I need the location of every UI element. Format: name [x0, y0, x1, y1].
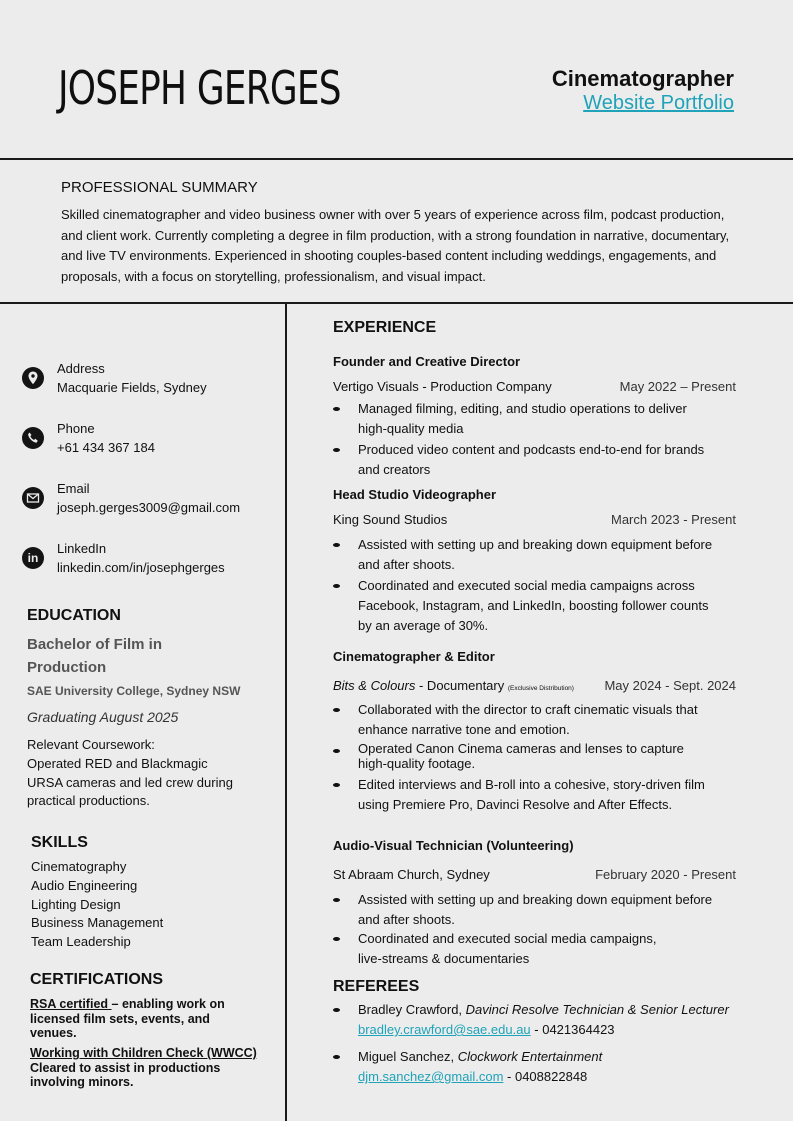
- job-date: May 2022 – Present: [619, 379, 736, 394]
- job-bullet: [358, 741, 743, 771]
- bullet-line: Assisted with setting up and breaking down equipment before: [358, 892, 713, 907]
- cert-wwcc-desc: involving minors.: [30, 1075, 134, 1089]
- bullet-line: Coordinated and executed social media campaigns across: [358, 578, 695, 593]
- job-bullet: [358, 535, 743, 575]
- job-date: May 2024 - Sept. 2024: [604, 678, 736, 693]
- skill-item: Cinematography: [31, 859, 127, 874]
- cert-rsa-title: RSA certified: [30, 997, 112, 1011]
- bullet-line: and creators: [358, 462, 431, 477]
- contact-value: +61 434 367 184: [57, 440, 155, 455]
- referee-role: Clockwork Entertainment: [457, 1049, 603, 1064]
- job-title: Cinematographer & Editor: [333, 649, 495, 664]
- bullet-line: Edited interviews and B-roll into a cohesive, story-driven film: [358, 777, 705, 792]
- job-org: King Sound Studios: [333, 512, 448, 527]
- job-org: [333, 678, 574, 693]
- job-role: Cinematographer: [551, 66, 734, 91]
- skills-list: [31, 858, 163, 952]
- contact-label: LinkedIn: [57, 541, 107, 556]
- referee-item: [358, 1000, 743, 1040]
- skill-item: Audio Engineering: [31, 877, 138, 893]
- location-pin-icon: [22, 367, 44, 389]
- job-title: Founder and Creative Director: [333, 354, 521, 369]
- experience-heading: EXPERIENCE: [333, 319, 437, 336]
- cert-wwcc-title: Working with Children Check (WWCC): [30, 1046, 257, 1060]
- linkedin-icon: in: [22, 547, 44, 569]
- referee-item: [358, 1047, 743, 1087]
- job-bullet: [358, 929, 743, 969]
- summary-divider: [0, 302, 793, 304]
- coursework-line: practical productions.: [27, 793, 150, 809]
- referees-heading: REFEREES: [333, 978, 420, 995]
- contact-label: Address: [57, 361, 105, 376]
- column-divider: [285, 303, 287, 1121]
- coursework-line: Operated RED and Blackmagic: [27, 755, 208, 771]
- certifications-heading: CERTIFICATIONS: [30, 971, 164, 988]
- contact-label: Phone: [57, 421, 95, 436]
- degree-line: Bachelor of Film in: [27, 636, 163, 653]
- job-bullet: [358, 440, 743, 480]
- cert-rsa: [30, 997, 225, 1041]
- job-date: March 2023 - Present: [610, 512, 736, 527]
- referee-email-link[interactable]: djm.sanchez@gmail.com: [358, 1069, 504, 1084]
- cert-rsa-desc: venues.: [30, 1026, 77, 1040]
- bullet-line: Operated Canon Cinema cameras and lenses to capture: [358, 741, 684, 756]
- bullet-line: Facebook, Instagram, and LinkedIn, boosting follower counts: [358, 598, 709, 613]
- bullet-line: using Premiere Pro, Davinci Resolve and After Effects.: [358, 797, 673, 812]
- coursework: [27, 736, 233, 811]
- contact-value: Macquarie Fields, Sydney: [57, 380, 207, 395]
- referee-name: Miguel Sanchez,: [358, 1049, 458, 1064]
- job-title: Audio-Visual Technician (Volunteering): [333, 838, 574, 853]
- graduation-date: Graduating August 2025: [27, 709, 179, 725]
- referee-email-link[interactable]: bradley.crawford@sae.edu.au: [358, 1022, 531, 1037]
- contact-value[interactable]: linkedin.com/in/josephgerges: [57, 560, 225, 575]
- referee-phone: - 0421364423: [530, 1022, 615, 1037]
- bullet-line: and after shoots.: [358, 912, 455, 927]
- bullet-line: high-quality footage.: [358, 756, 476, 771]
- email-icon: [22, 487, 44, 509]
- bullet-line: Assisted with setting up and breaking down equipment before: [358, 537, 713, 552]
- job-bullet: [358, 700, 743, 740]
- skill-item: Lighting Design: [31, 896, 121, 912]
- job-bullet: [358, 399, 743, 439]
- referee-phone: - 0408822848: [503, 1069, 588, 1084]
- summary-heading: PROFESSIONAL SUMMARY: [61, 179, 258, 196]
- referee-role: Davinci Resolve Technician & Senior Lecturer: [465, 1002, 729, 1017]
- job-org-note: (Exclusive Distribution): [507, 685, 574, 692]
- job-org: St Abraam Church, Sydney: [333, 867, 490, 882]
- referee-name: Bradley Crawford,: [358, 1002, 466, 1017]
- bullet-line: Coordinated and executed social media campaigns,: [358, 931, 657, 946]
- skill-item: Team Leadership: [31, 934, 131, 950]
- cert-wwcc: [30, 1046, 257, 1090]
- job-bullet: [358, 576, 743, 636]
- coursework-line: Relevant Coursework:: [27, 737, 155, 752]
- header-divider: [0, 158, 793, 160]
- school: SAE University College, Sydney NSW: [27, 684, 241, 698]
- cert-rsa-desc: – enabling work on: [111, 997, 225, 1011]
- bullet-line: Managed filming, editing, and studio operations to deliver: [358, 401, 687, 416]
- education-heading: EDUCATION: [27, 607, 121, 624]
- bullet-line: high-quality media: [358, 421, 464, 436]
- job-org-type: - Documentary: [415, 678, 508, 693]
- phone-icon: [22, 427, 44, 449]
- job-title: Head Studio Videographer: [333, 487, 497, 502]
- contact-value[interactable]: joseph.gerges3009@gmail.com: [57, 500, 241, 515]
- contact-label: Email: [57, 481, 90, 496]
- job-bullet: [358, 775, 743, 815]
- degree: [27, 633, 162, 679]
- job-org: Vertigo Visuals - Production Company: [333, 379, 552, 394]
- degree-line: Production: [27, 659, 107, 676]
- bullet-line: by an average of 30%.: [358, 618, 489, 633]
- portfolio-link[interactable]: Website Portfolio: [583, 92, 734, 114]
- job-org-name: Bits & Colours: [333, 678, 416, 693]
- cert-rsa-desc: licensed film sets, events, and: [30, 1011, 210, 1026]
- bullet-line: live-streams & documentaries: [358, 951, 530, 966]
- skills-heading: SKILLS: [31, 834, 88, 851]
- job-bullet: [358, 890, 743, 930]
- summary-text: Skilled cinematographer and video business owner with over 5 years of experience across film, podcast production, and client work. Currently completing a degree in film production, with a strong foundation in narrative, documentary, and live TV environments. Experienced in shooting couples-based content including weddings, engagements, and proposals, with a focus on storytelling, professionalism, and visual impact.: [61, 207, 730, 284]
- bullet-line: enhance narrative tone and emotion.: [358, 722, 570, 737]
- bullet-line: Collaborated with the director to craft cinematic visuals that: [358, 702, 698, 717]
- cert-wwcc-desc: Cleared to assist in productions: [30, 1060, 221, 1075]
- skill-item: Business Management: [31, 915, 164, 931]
- job-date: February 2020 - Present: [595, 867, 736, 882]
- bullet-line: and after shoots.: [358, 557, 455, 572]
- coursework-line: URSA cameras and led crew during: [27, 774, 233, 790]
- bullet-line: Produced video content and podcasts end-to-end for brands: [358, 442, 705, 457]
- candidate-name: JOSEPH GERGES: [58, 61, 341, 115]
